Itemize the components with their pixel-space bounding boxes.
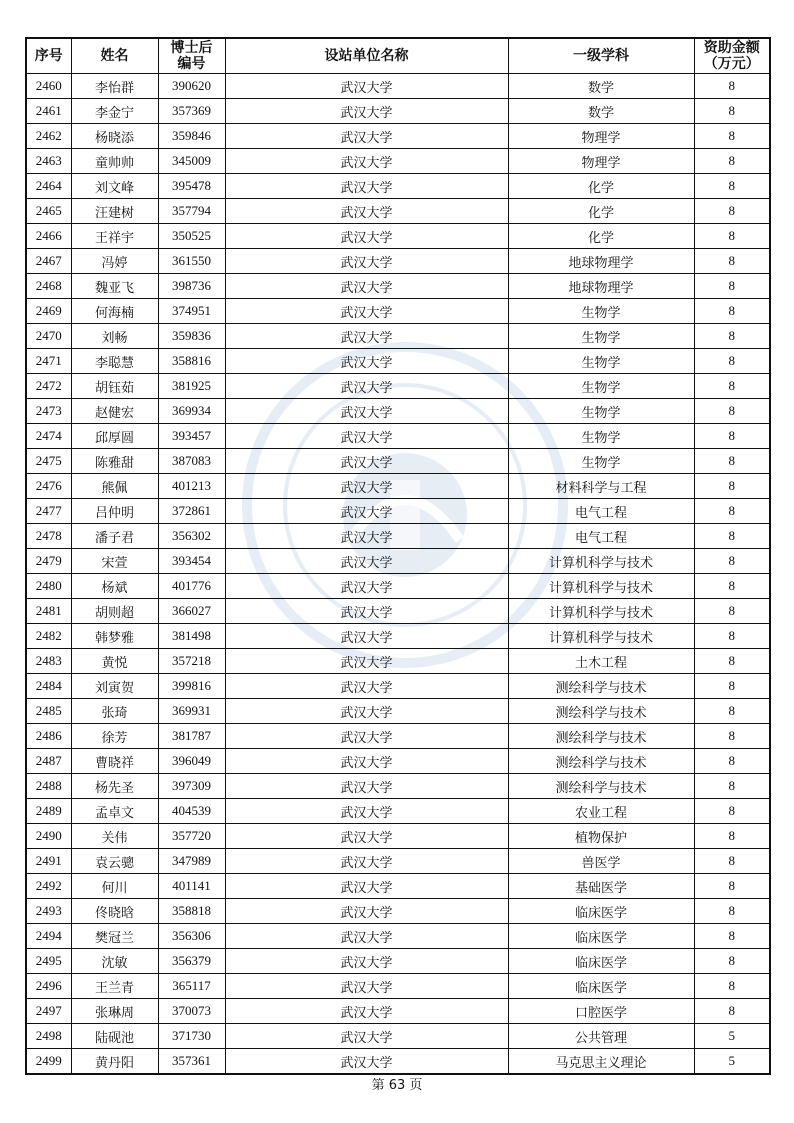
cell-subject: 化学 — [508, 224, 694, 249]
cell-unit: 武汉大学 — [225, 374, 508, 399]
table-row — [26, 499, 770, 524]
cell-unit: 武汉大学 — [225, 974, 508, 999]
cell-seq: 2493 — [26, 899, 71, 924]
cell-name: 杨晓添 — [71, 124, 158, 149]
cell-seq: 2471 — [26, 349, 71, 374]
table-row — [26, 899, 770, 924]
header-amount-line2: （万元） — [703, 56, 760, 72]
header-unit: 设站单位名称 — [225, 38, 508, 74]
cell-subject: 测绘科学与技术 — [508, 724, 694, 749]
header-amount-line1: 资助金额 — [703, 40, 760, 56]
cell-subject: 植物保护 — [508, 824, 694, 849]
cell-seq: 2486 — [26, 724, 71, 749]
cell-subject: 数学 — [508, 74, 694, 99]
cell-postdoc-id: 372861 — [158, 499, 225, 524]
cell-name: 李怡群 — [71, 74, 158, 99]
cell-amount: 8 — [694, 624, 770, 649]
cell-unit: 武汉大学 — [225, 424, 508, 449]
cell-unit: 武汉大学 — [225, 99, 508, 124]
cell-subject: 临床医学 — [508, 924, 694, 949]
table-row — [26, 924, 770, 949]
table-row — [26, 474, 770, 499]
cell-amount: 8 — [694, 149, 770, 174]
cell-subject: 生物学 — [508, 299, 694, 324]
cell-seq: 2490 — [26, 824, 71, 849]
cell-amount: 8 — [694, 974, 770, 999]
cell-unit: 武汉大学 — [225, 249, 508, 274]
cell-postdoc-id: 393457 — [158, 424, 225, 449]
table-row — [26, 174, 770, 199]
table-body — [26, 74, 770, 1075]
cell-postdoc-id: 345009 — [158, 149, 225, 174]
header-postdoc-id-line2: 编号 — [177, 56, 206, 72]
cell-unit: 武汉大学 — [225, 324, 508, 349]
cell-subject: 计算机科学与技术 — [508, 574, 694, 599]
cell-unit: 武汉大学 — [225, 349, 508, 374]
cell-subject: 电气工程 — [508, 499, 694, 524]
cell-name: 熊佩 — [71, 474, 158, 499]
cell-unit: 武汉大学 — [225, 124, 508, 149]
table-row — [26, 1024, 770, 1049]
cell-unit: 武汉大学 — [225, 649, 508, 674]
table-row — [26, 774, 770, 799]
cell-postdoc-id: 393454 — [158, 549, 225, 574]
cell-name: 张琳周 — [71, 999, 158, 1024]
cell-amount: 8 — [694, 774, 770, 799]
cell-name: 曹晓祥 — [71, 749, 158, 774]
cell-subject: 物理学 — [508, 124, 694, 149]
header-amount — [694, 38, 770, 74]
cell-unit: 武汉大学 — [225, 899, 508, 924]
cell-subject: 数学 — [508, 99, 694, 124]
cell-name: 李金宁 — [71, 99, 158, 124]
cell-postdoc-id: 358818 — [158, 899, 225, 924]
header-name: 姓名 — [71, 38, 158, 74]
table-row — [26, 149, 770, 174]
cell-postdoc-id: 387083 — [158, 449, 225, 474]
cell-seq: 2465 — [26, 199, 71, 224]
cell-postdoc-id: 401213 — [158, 474, 225, 499]
cell-seq: 2479 — [26, 549, 71, 574]
cell-subject: 公共管理 — [508, 1024, 694, 1049]
cell-seq: 2475 — [26, 449, 71, 474]
cell-name: 樊冠兰 — [71, 924, 158, 949]
cell-seq: 2498 — [26, 1024, 71, 1049]
cell-amount: 8 — [694, 349, 770, 374]
cell-seq: 2489 — [26, 799, 71, 824]
cell-name: 胡钰茹 — [71, 374, 158, 399]
cell-name: 王兰青 — [71, 974, 158, 999]
cell-postdoc-id: 399816 — [158, 674, 225, 699]
cell-seq: 2460 — [26, 74, 71, 99]
cell-postdoc-id: 347989 — [158, 849, 225, 874]
cell-amount: 8 — [694, 424, 770, 449]
cell-seq: 2472 — [26, 374, 71, 399]
cell-postdoc-id: 357361 — [158, 1049, 225, 1075]
cell-subject: 兽医学 — [508, 849, 694, 874]
cell-name: 童帅帅 — [71, 149, 158, 174]
cell-seq: 2499 — [26, 1049, 71, 1075]
cell-postdoc-id: 359836 — [158, 324, 225, 349]
cell-unit: 武汉大学 — [225, 399, 508, 424]
cell-seq: 2495 — [26, 949, 71, 974]
cell-subject: 临床医学 — [508, 899, 694, 924]
cell-unit: 武汉大学 — [225, 599, 508, 624]
table-row — [26, 974, 770, 999]
table-row — [26, 699, 770, 724]
cell-subject: 生物学 — [508, 349, 694, 374]
cell-unit: 武汉大学 — [225, 474, 508, 499]
table-row — [26, 199, 770, 224]
cell-subject: 计算机科学与技术 — [508, 624, 694, 649]
cell-seq: 2466 — [26, 224, 71, 249]
cell-postdoc-id: 365117 — [158, 974, 225, 999]
cell-subject: 临床医学 — [508, 949, 694, 974]
cell-subject: 基础医学 — [508, 874, 694, 899]
cell-name: 杨先圣 — [71, 774, 158, 799]
cell-subject: 地球物理学 — [508, 274, 694, 299]
cell-name: 魏亚飞 — [71, 274, 158, 299]
cell-seq: 2469 — [26, 299, 71, 324]
table-row — [26, 649, 770, 674]
cell-seq: 2480 — [26, 574, 71, 599]
cell-name: 关伟 — [71, 824, 158, 849]
cell-unit: 武汉大学 — [225, 524, 508, 549]
table-row — [26, 449, 770, 474]
cell-subject: 农业工程 — [508, 799, 694, 824]
cell-amount: 8 — [694, 674, 770, 699]
cell-postdoc-id: 396049 — [158, 749, 225, 774]
cell-postdoc-id: 401776 — [158, 574, 225, 599]
cell-unit: 武汉大学 — [225, 74, 508, 99]
cell-unit: 武汉大学 — [225, 574, 508, 599]
cell-seq: 2464 — [26, 174, 71, 199]
cell-unit: 武汉大学 — [225, 724, 508, 749]
cell-amount: 8 — [694, 574, 770, 599]
table-row — [26, 599, 770, 624]
cell-amount: 8 — [694, 899, 770, 924]
cell-amount: 8 — [694, 324, 770, 349]
cell-postdoc-id: 370073 — [158, 999, 225, 1024]
cell-seq: 2483 — [26, 649, 71, 674]
cell-amount: 8 — [694, 599, 770, 624]
cell-postdoc-id: 356302 — [158, 524, 225, 549]
cell-amount: 8 — [694, 174, 770, 199]
table-row — [26, 374, 770, 399]
cell-name: 刘寅贺 — [71, 674, 158, 699]
cell-unit: 武汉大学 — [225, 449, 508, 474]
table-row — [26, 574, 770, 599]
cell-seq: 2484 — [26, 674, 71, 699]
cell-unit: 武汉大学 — [225, 774, 508, 799]
funding-table — [25, 37, 771, 1075]
cell-amount: 8 — [694, 874, 770, 899]
cell-name: 何川 — [71, 874, 158, 899]
cell-amount: 8 — [694, 749, 770, 774]
table-row — [26, 749, 770, 774]
cell-unit: 武汉大学 — [225, 224, 508, 249]
cell-name: 黄悦 — [71, 649, 158, 674]
cell-name: 赵健宏 — [71, 399, 158, 424]
cell-seq: 2476 — [26, 474, 71, 499]
cell-unit: 武汉大学 — [225, 274, 508, 299]
cell-amount: 5 — [694, 1049, 770, 1075]
cell-unit: 武汉大学 — [225, 799, 508, 824]
cell-amount: 8 — [694, 649, 770, 674]
cell-seq: 2474 — [26, 424, 71, 449]
cell-subject: 物理学 — [508, 149, 694, 174]
cell-subject: 化学 — [508, 174, 694, 199]
cell-amount: 8 — [694, 499, 770, 524]
cell-postdoc-id: 381925 — [158, 374, 225, 399]
header-postdoc-id-line1: 博士后 — [170, 40, 213, 56]
cell-unit: 武汉大学 — [225, 499, 508, 524]
cell-subject: 计算机科学与技术 — [508, 549, 694, 574]
cell-postdoc-id: 381787 — [158, 724, 225, 749]
cell-seq: 2468 — [26, 274, 71, 299]
cell-name: 吕仲明 — [71, 499, 158, 524]
cell-postdoc-id: 357794 — [158, 199, 225, 224]
cell-subject: 生物学 — [508, 399, 694, 424]
cell-unit: 武汉大学 — [225, 149, 508, 174]
cell-subject: 电气工程 — [508, 524, 694, 549]
cell-postdoc-id: 356306 — [158, 924, 225, 949]
cell-seq: 2491 — [26, 849, 71, 874]
cell-unit: 武汉大学 — [225, 874, 508, 899]
cell-seq: 2488 — [26, 774, 71, 799]
table-row — [26, 999, 770, 1024]
cell-name: 胡则超 — [71, 599, 158, 624]
table-row — [26, 74, 770, 99]
table-row — [26, 1049, 770, 1075]
cell-seq: 2494 — [26, 924, 71, 949]
cell-seq: 2487 — [26, 749, 71, 774]
cell-postdoc-id: 357218 — [158, 649, 225, 674]
cell-name: 宋萱 — [71, 549, 158, 574]
cell-unit: 武汉大学 — [225, 824, 508, 849]
table-row — [26, 824, 770, 849]
cell-unit: 武汉大学 — [225, 699, 508, 724]
cell-subject: 测绘科学与技术 — [508, 674, 694, 699]
cell-postdoc-id: 401141 — [158, 874, 225, 899]
cell-seq: 2473 — [26, 399, 71, 424]
cell-amount: 8 — [694, 224, 770, 249]
cell-name: 冯婷 — [71, 249, 158, 274]
header-subject: 一级学科 — [508, 38, 694, 74]
cell-subject: 材料科学与工程 — [508, 474, 694, 499]
cell-name: 黄丹阳 — [71, 1049, 158, 1075]
cell-amount: 8 — [694, 799, 770, 824]
cell-name: 邱厚圆 — [71, 424, 158, 449]
cell-unit: 武汉大学 — [225, 999, 508, 1024]
cell-seq: 2497 — [26, 999, 71, 1024]
table-row — [26, 949, 770, 974]
cell-unit: 武汉大学 — [225, 624, 508, 649]
cell-name: 刘文峰 — [71, 174, 158, 199]
cell-amount: 8 — [694, 274, 770, 299]
table-row — [26, 324, 770, 349]
cell-unit: 武汉大学 — [225, 1024, 508, 1049]
cell-postdoc-id: 350525 — [158, 224, 225, 249]
cell-amount: 8 — [694, 399, 770, 424]
cell-name: 王祥宇 — [71, 224, 158, 249]
cell-seq: 2462 — [26, 124, 71, 149]
cell-postdoc-id: 369934 — [158, 399, 225, 424]
table-row — [26, 399, 770, 424]
cell-unit: 武汉大学 — [225, 1049, 508, 1075]
cell-seq: 2492 — [26, 874, 71, 899]
table-row — [26, 849, 770, 874]
cell-amount: 8 — [694, 374, 770, 399]
cell-name: 沈敏 — [71, 949, 158, 974]
cell-unit: 武汉大学 — [225, 674, 508, 699]
cell-seq: 2467 — [26, 249, 71, 274]
cell-amount: 8 — [694, 549, 770, 574]
cell-postdoc-id: 398736 — [158, 274, 225, 299]
cell-subject: 测绘科学与技术 — [508, 774, 694, 799]
table-header-row — [26, 38, 770, 74]
cell-name: 潘子君 — [71, 524, 158, 549]
table-row — [26, 274, 770, 299]
cell-unit: 武汉大学 — [225, 749, 508, 774]
cell-name: 陆砚池 — [71, 1024, 158, 1049]
cell-seq: 2485 — [26, 699, 71, 724]
cell-name: 徐芳 — [71, 724, 158, 749]
cell-subject: 测绘科学与技术 — [508, 699, 694, 724]
table-row — [26, 224, 770, 249]
table-row — [26, 424, 770, 449]
cell-postdoc-id: 397309 — [158, 774, 225, 799]
cell-amount: 8 — [694, 474, 770, 499]
cell-amount: 8 — [694, 249, 770, 274]
cell-postdoc-id: 390620 — [158, 74, 225, 99]
cell-seq: 2463 — [26, 149, 71, 174]
cell-seq: 2461 — [26, 99, 71, 124]
header-seq: 序号 — [26, 38, 71, 74]
cell-postdoc-id: 404539 — [158, 799, 225, 824]
cell-name: 袁云骢 — [71, 849, 158, 874]
header-postdoc-id — [158, 38, 225, 74]
table-row — [26, 299, 770, 324]
cell-unit: 武汉大学 — [225, 174, 508, 199]
cell-seq: 2477 — [26, 499, 71, 524]
cell-postdoc-id: 357720 — [158, 824, 225, 849]
cell-amount: 8 — [694, 299, 770, 324]
table-row — [26, 249, 770, 274]
cell-name: 张琦 — [71, 699, 158, 724]
cell-amount: 5 — [694, 1024, 770, 1049]
cell-subject: 测绘科学与技术 — [508, 749, 694, 774]
table-row — [26, 624, 770, 649]
cell-postdoc-id: 358816 — [158, 349, 225, 374]
cell-subject: 马克思主义理论 — [508, 1049, 694, 1075]
cell-name: 汪建树 — [71, 199, 158, 224]
cell-name: 佟晓晗 — [71, 899, 158, 924]
cell-name: 刘畅 — [71, 324, 158, 349]
cell-postdoc-id: 395478 — [158, 174, 225, 199]
cell-amount: 8 — [694, 524, 770, 549]
table-row — [26, 124, 770, 149]
cell-unit: 武汉大学 — [225, 924, 508, 949]
cell-name: 李聪慧 — [71, 349, 158, 374]
cell-name: 陈雅甜 — [71, 449, 158, 474]
cell-subject: 生物学 — [508, 424, 694, 449]
table-row — [26, 674, 770, 699]
table-row — [26, 349, 770, 374]
table-row — [26, 99, 770, 124]
table-row — [26, 724, 770, 749]
cell-name: 杨斌 — [71, 574, 158, 599]
cell-amount: 8 — [694, 924, 770, 949]
cell-subject: 化学 — [508, 199, 694, 224]
cell-postdoc-id: 369931 — [158, 699, 225, 724]
cell-unit: 武汉大学 — [225, 549, 508, 574]
page-number: 第 63 页 — [371, 1078, 423, 1093]
cell-subject: 临床医学 — [508, 974, 694, 999]
cell-name: 何海楠 — [71, 299, 158, 324]
cell-name: 孟卓文 — [71, 799, 158, 824]
cell-amount: 8 — [694, 449, 770, 474]
cell-amount: 8 — [694, 724, 770, 749]
cell-unit: 武汉大学 — [225, 199, 508, 224]
cell-postdoc-id: 374951 — [158, 299, 225, 324]
table-row — [26, 799, 770, 824]
cell-seq: 2481 — [26, 599, 71, 624]
cell-subject: 口腔医学 — [508, 999, 694, 1024]
cell-postdoc-id: 371730 — [158, 1024, 225, 1049]
cell-amount: 8 — [694, 849, 770, 874]
cell-seq: 2470 — [26, 324, 71, 349]
cell-seq: 2482 — [26, 624, 71, 649]
cell-subject: 生物学 — [508, 374, 694, 399]
cell-unit: 武汉大学 — [225, 949, 508, 974]
cell-subject: 生物学 — [508, 449, 694, 474]
cell-amount: 8 — [694, 999, 770, 1024]
table-row — [26, 549, 770, 574]
cell-postdoc-id: 381498 — [158, 624, 225, 649]
cell-unit: 武汉大学 — [225, 299, 508, 324]
cell-postdoc-id: 357369 — [158, 99, 225, 124]
cell-postdoc-id: 361550 — [158, 249, 225, 274]
cell-name: 韩梦雅 — [71, 624, 158, 649]
cell-seq: 2496 — [26, 974, 71, 999]
cell-amount: 8 — [694, 949, 770, 974]
cell-subject: 计算机科学与技术 — [508, 599, 694, 624]
cell-amount: 8 — [694, 124, 770, 149]
cell-subject: 生物学 — [508, 324, 694, 349]
table-row — [26, 524, 770, 549]
table-row — [26, 874, 770, 899]
cell-unit: 武汉大学 — [225, 849, 508, 874]
cell-postdoc-id: 359846 — [158, 124, 225, 149]
cell-amount: 8 — [694, 199, 770, 224]
cell-amount: 8 — [694, 99, 770, 124]
cell-amount: 8 — [694, 824, 770, 849]
cell-amount: 8 — [694, 74, 770, 99]
cell-subject: 地球物理学 — [508, 249, 694, 274]
cell-seq: 2478 — [26, 524, 71, 549]
cell-subject: 土木工程 — [508, 649, 694, 674]
cell-postdoc-id: 366027 — [158, 599, 225, 624]
cell-amount: 8 — [694, 699, 770, 724]
cell-postdoc-id: 356379 — [158, 949, 225, 974]
